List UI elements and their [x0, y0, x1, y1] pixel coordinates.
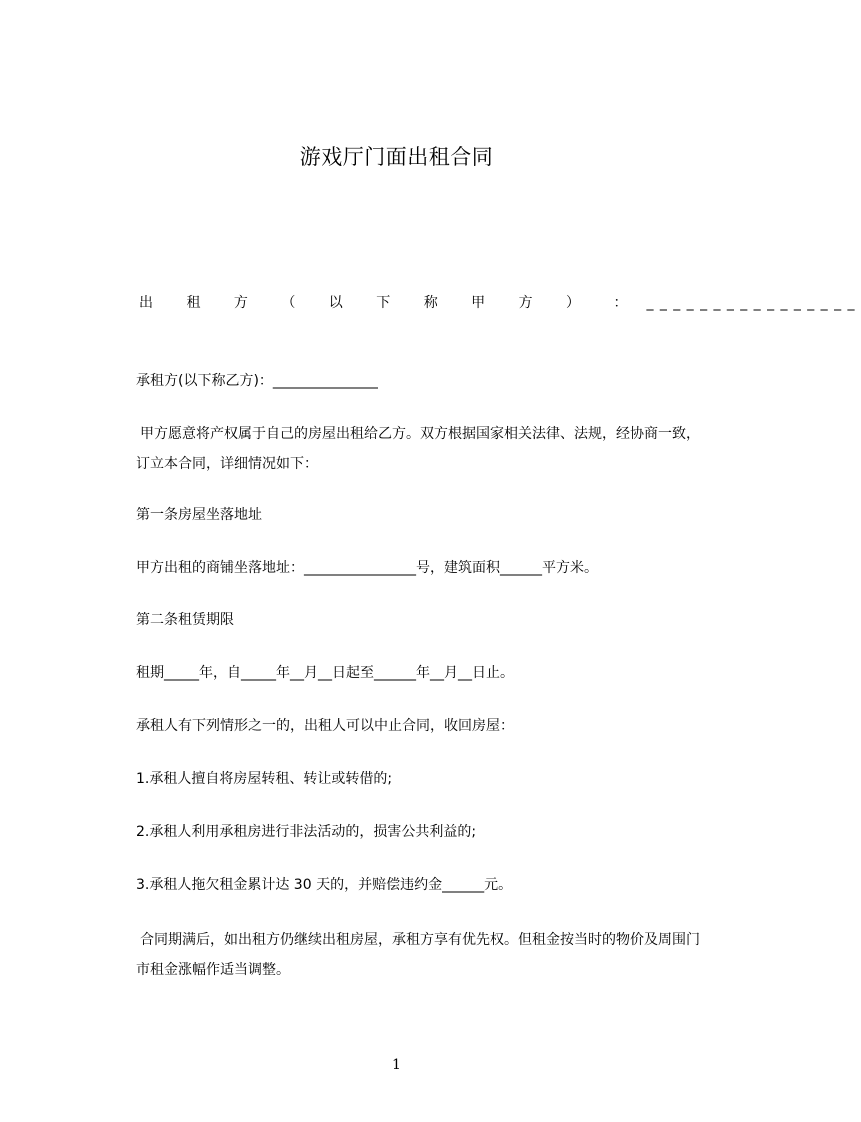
list-item-3: 3.承租人拖欠租金累计达 30 天的，并赔偿违约金______元。 [136, 877, 513, 893]
intro-text: 甲方愿意将产权属于自己的房屋出租给乙方。双方根据国家相关法律、法规，经协商一致，订立本合同，详细情况如下： [136, 426, 700, 472]
list-item-1: 1.承租人擅自将房屋转租、转让或转借的; [136, 771, 393, 787]
list-item-2: 2.承租人利用承租房进行非法活动的，损害公共利益的; [136, 824, 477, 840]
page-number: 1 [392, 1057, 401, 1073]
party-b-line: 承租方(以下称乙方)：_______________ [136, 373, 378, 389]
article2-text: 租期_____年，自_____年__月__日起至______年__月__日止。 [136, 665, 514, 681]
renewal-paragraph [136, 925, 706, 985]
article1-heading: 第一条房屋坐落地址 [136, 507, 262, 523]
page-title: 游戏厅门面出租合同 [299, 145, 494, 169]
article2-heading: 第二条租赁期限 [136, 612, 234, 628]
party-a-blank: ________________ [646, 295, 861, 311]
article1-text: 甲方出租的商铺坐落地址：________________号，建筑面积______平方米。 [136, 560, 598, 576]
renewal-text: 合同期满后，如出租方仍继续出租房屋，承租方享有优先权。但租金按当时的物价及周围门市租金涨幅作适当调整。 [136, 932, 700, 978]
termination-intro: 承租人有下列情形之一的，出租人可以中止合同，收回房屋： [136, 718, 514, 734]
party-a-line [139, 293, 861, 313]
party-a-label: 出 租 方 （ 以 下 称 甲 方 ） ： [139, 295, 643, 311]
intro-paragraph [136, 419, 706, 479]
